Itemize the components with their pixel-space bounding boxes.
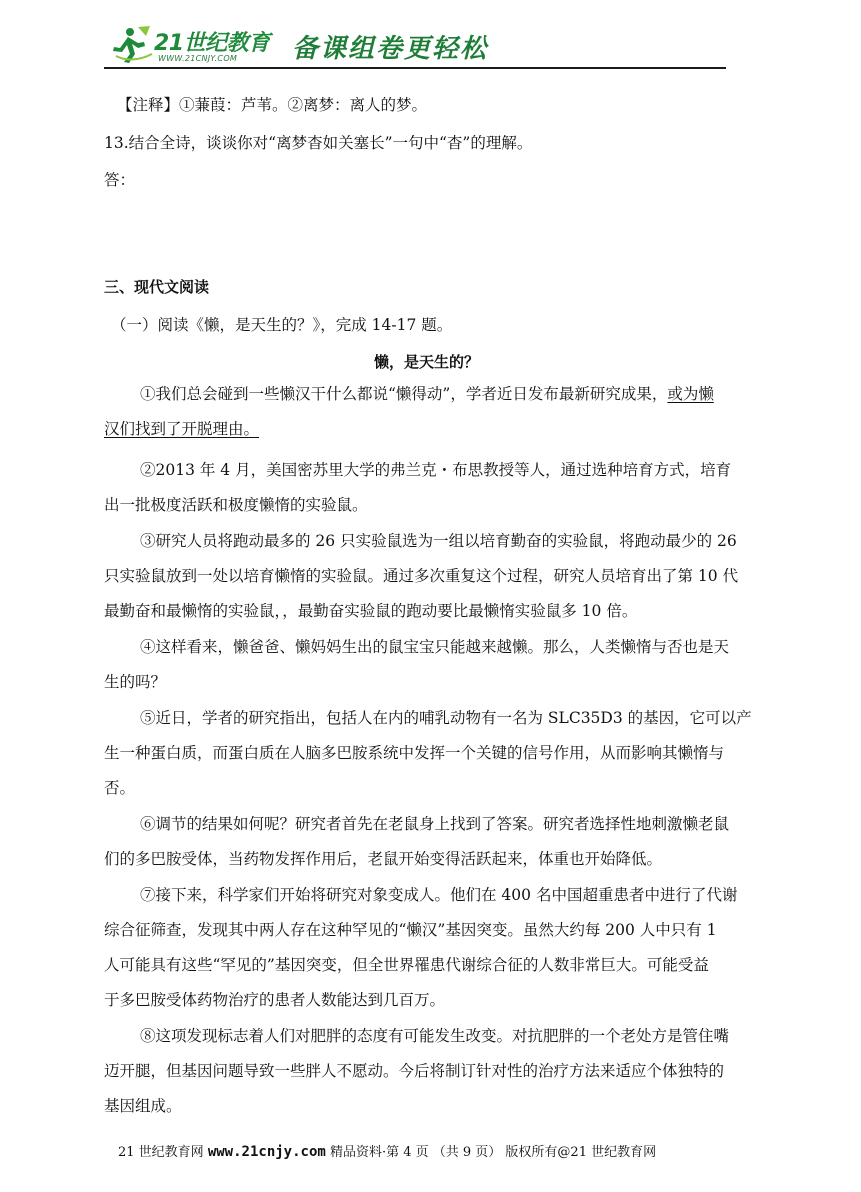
page-header [104,22,726,70]
paragraph-1-text: ①我们总会碰到一些懒汉干什么都说“懒得动”，学者近日发布最新研究成果， [140,385,668,403]
footer-site-link[interactable]: www.21cnjy.com [207,1144,326,1160]
paragraph-7-line-4: 于多巴胺受体药物治疗的患者人数能达到几百万。 [104,991,446,1009]
page-footer [118,1141,656,1160]
paragraph-4-line-1: ④这样看来，懒爸爸、懒妈妈生出的鼠宝宝只能越来越懒。那么，人类懒惰与否也是天 [140,638,730,656]
paragraph-5-line-1: ⑤近日，学者的研究指出，包括人在内的哺乳动物有一名为 SLC35D3 的基因，它可以产 [140,709,752,727]
paragraph-8-line-3: 基因组成。 [104,1097,182,1115]
paragraph-6-line-2: 们的多巴胺受体，当药物发挥作用后，老鼠开始变得活跃起来，体重也开始降低。 [104,850,663,868]
paragraph-3-line-3: 最勤奋和最懒惰的实验鼠，，最勤奋实验鼠的跑动要比最懒惰实验鼠多 10 倍。 [104,602,638,620]
answer-label: 答： [104,171,136,189]
logo-text: 21世纪教育 [154,31,270,56]
paragraph-1-line-2: 汉们找到了开脱理由。 [104,420,260,438]
paragraph-7-line-3: 人可能具有这些“罕见的”基因突变，但全世界罹患代谢综合征的人数非常巨大。可能受益 [104,956,709,974]
paragraph-8-line-2: 迈开腿，但基因问题导致一些胖人不愿动。今后将制订针对性的治疗方法来适应个体独特的 [104,1062,725,1080]
paragraph-3-line-2: 只实验鼠放到一处以培育懒惰的实验鼠。通过多次重复这个过程，研究人员培育出了第 10 代 [104,567,739,585]
underlined-phrase: 或为懒 [667,385,714,403]
question-13: 13.结合全诗，谈谈你对“离梦杳如关塞长”一句中“杳”的理解。 [104,134,533,152]
footer-suffix: 精品资料·第 4 页 （共 9 页） 版权所有@21 世纪教育网 [325,1145,657,1160]
paragraph-3-line-1: ③研究人员将跑动最多的 26 只实验鼠选为一组以培育勤奋的实验鼠，将跑动最少的 26 [140,532,737,550]
subsection-1-instruction: （一）阅读《懒，是天生的？》，完成 14-17 题。 [111,316,453,334]
footer-prefix: 21 世纪教育网 [118,1145,208,1160]
paragraph-7-line-1: ⑦接下来，科学家们开始将研究对象变成人。他们在 400 名中国超重患者中进行了代谢 [140,886,738,904]
paragraph-4-line-2: 生的吗？ [104,673,167,691]
paragraph-2-line-2: 出一批极度活跃和极度懒惰的实验鼠。 [104,496,368,514]
logo-url: WWW.21CNJY.COM [158,54,238,63]
paragraph-7-line-2: 综合征筛查，发现其中两人存在这种罕见的“懒汉”基因突变。虽然大约每 200 人中只有 1 [104,921,717,939]
paragraph-5-line-2: 生一种蛋白质，而蛋白质在人脑多巴胺系统中发挥一个关键的信号作用，从而影响其懒惰与 [104,744,725,762]
paragraph-1-line-1 [140,384,714,404]
article-title: 懒，是天生的？ [374,353,480,371]
section-3-title: 三、现代文阅读 [104,278,210,296]
paragraph-8-line-1: ⑧这项发现标志着人们对肥胖的态度有可能发生改变。对抗肥胖的一个老处方是管住嘴 [140,1027,730,1045]
header-slogan: 备课组卷更轻松 [292,34,489,64]
runner-logo-icon [110,24,154,64]
paragraph-5-line-3: 否。 [104,779,136,797]
poem-annotation: 【注释】①蒹葭：芦苇。②离梦：离人的梦。 [117,96,428,114]
paragraph-2-line-1: ②2013 年 4 月，美国密苏里大学的弗兰克・布思教授等人，通过选种培育方式，培育 [140,461,732,479]
paragraph-6-line-1: ⑥调节的结果如何呢？研究者首先在老鼠身上找到了答案。研究者选择性地刺激懒老鼠 [140,815,730,833]
header-divider [104,67,726,69]
